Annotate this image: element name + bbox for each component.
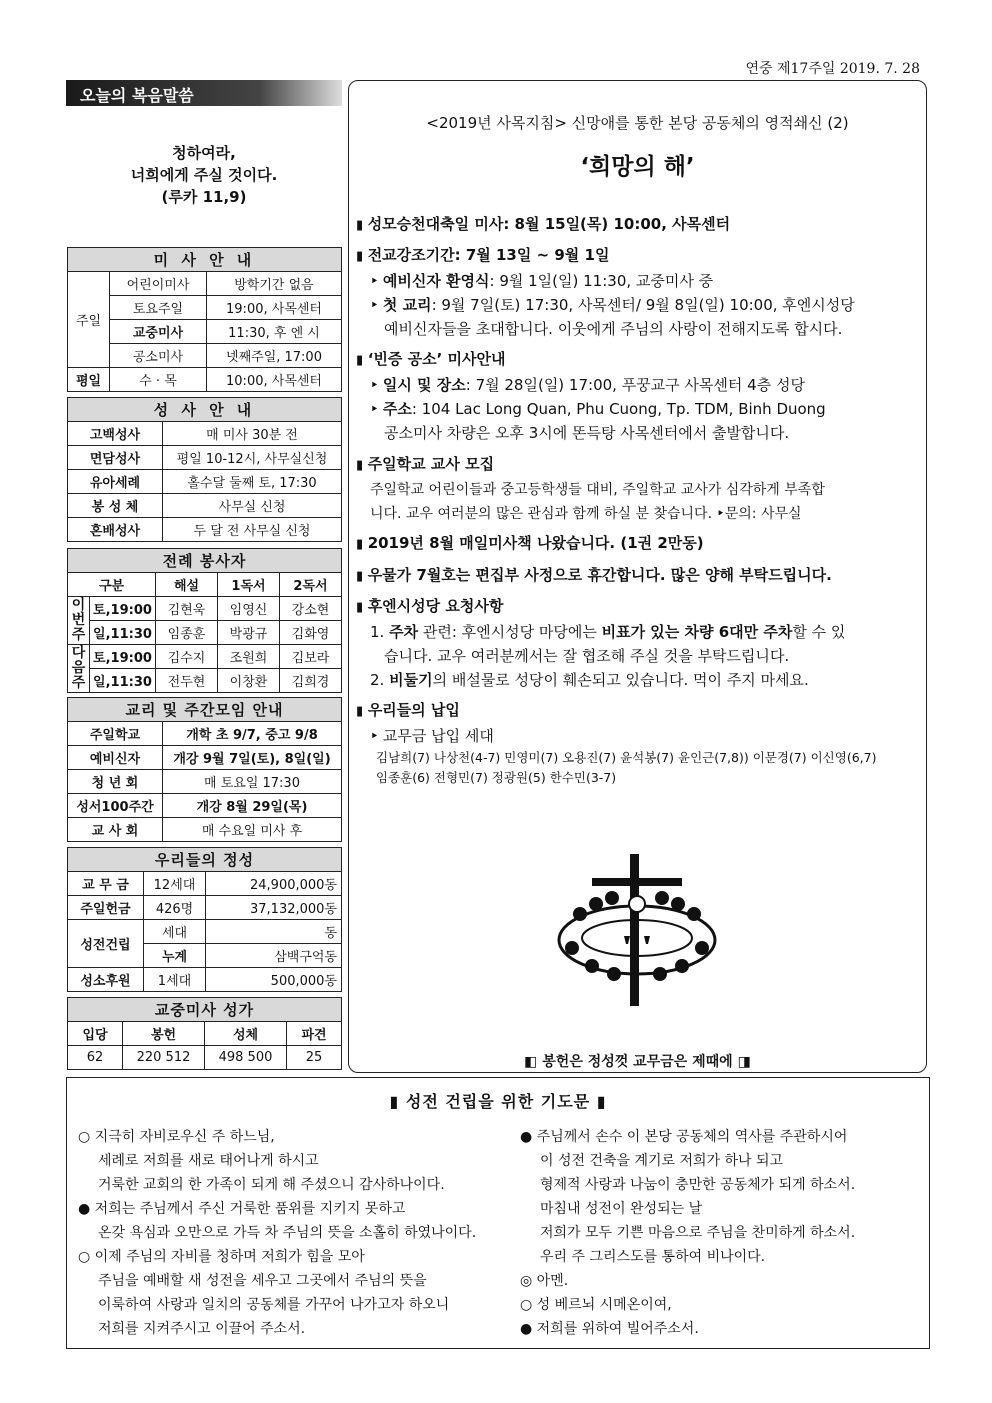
- mass-title: 미 사 안 내: [68, 248, 342, 272]
- notice-text: 공소미사 차량은 오후 3시에 똔득탕 사목센터에서 출발합니다.: [384, 424, 790, 442]
- prayer-line: 거룩한 교회의 한 가족이 되게 해 주셨으니 감사하나이다.: [98, 1177, 445, 1193]
- hymn-header: 파견: [287, 1022, 342, 1046]
- prayer-line: ● 저희를 위하여 빌어주소서.: [520, 1321, 699, 1337]
- liturgy-cell: 강소현: [280, 597, 342, 621]
- notice-missal: [356, 531, 926, 557]
- notice-text: : 9월 7일(토) 17:30, 사목센터/ 9월 8일(일) 10:00, 후엔시성당: [431, 296, 855, 314]
- notice-heading: ▮ 우리들의 납입: [356, 698, 926, 724]
- liturgy-cell: 조원희: [218, 645, 280, 669]
- catechism-value: 개강 9월 7일(토), 8일(일): [163, 746, 342, 770]
- liturgy-header: 2독서: [280, 573, 342, 597]
- notice-heading: ▮ 전교강조기간: 7월 13일 ~ 9월 1일: [356, 243, 926, 269]
- liturgy-title: 전례 봉사자: [68, 549, 342, 573]
- notice-text: : 104 Lac Long Quan, Phu Cuong, Tp. TDM, Binh Duong: [411, 400, 826, 418]
- liturgy-cell: 임종훈: [156, 621, 218, 645]
- mass-time: 방학기간 없음: [207, 272, 342, 296]
- sacrament-name: 유아세례: [68, 470, 163, 494]
- catechism-name: 주일학교: [68, 722, 163, 746]
- offering-count: 12세대: [144, 872, 206, 896]
- catechism-value: 개학 초 9/7, 중고 9/8: [163, 722, 342, 746]
- notice-label: ‣ 교무금 납입 세대: [356, 724, 926, 748]
- prayer-line: 이 성전 건축을 계기로 저희가 하나 되고: [540, 1153, 784, 1169]
- sacrament-value: 사무실 신청: [163, 494, 342, 518]
- offering-name: 성소후원: [68, 968, 144, 992]
- liturgy-time: 일,11:30: [90, 621, 156, 645]
- notice-binhduong: [356, 347, 926, 445]
- offering-title: 우리들의 정성: [68, 848, 342, 872]
- liturgy-time: 토,19:00: [90, 645, 156, 669]
- sacrament-name: 면담성사: [68, 446, 163, 470]
- sacrament-value: 매 미사 30분 전: [163, 422, 342, 446]
- liturgy-header: 해설: [156, 573, 218, 597]
- sacraments-title: 성 사 안 내: [68, 398, 342, 422]
- notice-text: 의 배설물로 성당이 훼손되고 있습니다. 먹이 주지 마세요.: [432, 671, 809, 689]
- notice-text: 1.: [370, 623, 390, 641]
- mass-name: 어린이미사: [110, 272, 207, 296]
- mass-time: 10:00, 사목센터: [207, 368, 342, 392]
- notice-footer: ◧ 봉헌은 정성껏 교무금은 제때에 ◨: [524, 1054, 751, 1070]
- gospel-header: 오늘의 복음말씀: [66, 80, 342, 106]
- prayer-line: 주님을 예배할 새 성전을 세우고 그곳에서 주님의 뜻을: [98, 1273, 427, 1289]
- liturgy-cell: 전두현: [156, 669, 218, 693]
- issue-date: 연중 제17주일 2019. 7. 28: [745, 61, 920, 77]
- offering-table: [67, 847, 342, 992]
- offering-count: 세대: [144, 920, 206, 944]
- offering-count: 누계: [144, 944, 206, 968]
- sacrament-value: 홀수달 둘째 토, 17:30: [163, 470, 342, 494]
- next-week-label: 다음주: [68, 645, 90, 693]
- sacrament-name: 혼배성사: [68, 518, 163, 542]
- offering-count: 426명: [144, 896, 206, 920]
- notice-evangelization: [356, 243, 926, 341]
- notice-text: 니다. 교우 여러분의 많은 관심과 함께 하실 분 찾습니다. ‣문의: 사무실: [370, 506, 802, 522]
- notice-text: : 9월 1일(일) 11:30, 교중미사 중: [489, 272, 714, 290]
- notice-assumption: [356, 212, 926, 238]
- prayer-line: ○ 성 베르뇌 시메온이여,: [520, 1297, 672, 1313]
- notice-text: : 7월 28일(일) 17:00, 푸꿍교구 사목센터 4층 성당: [465, 376, 805, 394]
- prayer-line: ● 주님께서 손수 이 본당 공동체의 역사를 주관하시어: [520, 1129, 848, 1145]
- offering-amount: 삼백구억동: [206, 944, 342, 968]
- hymn-header: 입당: [68, 1022, 123, 1046]
- notice-text: 관련: 후엔시성당 마당에는: [418, 623, 602, 641]
- notice-text: 예비신자들을 초대합니다. 이웃에게 주님의 사랑이 전해지도록 합시다.: [384, 320, 843, 338]
- notice-newsletter: [356, 563, 926, 589]
- notice-heading: ▮ 2019년 8월 매일미사책 나왔습니다. (1권 2만동): [356, 531, 926, 557]
- notice-label: 비둘기: [389, 671, 433, 689]
- notice-text: 할 수 있: [792, 623, 846, 641]
- offering-amount: 24,900,000동: [206, 872, 342, 896]
- liturgy-cell: 이창환: [218, 669, 280, 693]
- mass-name: 수 · 목: [110, 368, 207, 392]
- catechism-title: 교리 및 주간모임 안내: [68, 698, 342, 722]
- liturgy-table: [67, 548, 342, 693]
- notice-label: 주차: [389, 623, 419, 641]
- notice-heading: ▮ 성모승천대축일 미사: 8월 15일(목) 10:00, 사목센터: [356, 212, 926, 238]
- hymn-header: 성체: [205, 1022, 287, 1046]
- notice-heading: ▮ 우물가 7월호는 편집부 사정으로 휴간합니다. 많은 양해 부탁드립니다.: [356, 563, 926, 589]
- prayer-line: ● 저희는 주님께서 주신 거룩한 품위를 지키지 못하고: [78, 1201, 406, 1217]
- liturgy-header: 1독서: [218, 573, 280, 597]
- catechism-value: 매 수요일 미사 후: [163, 818, 342, 842]
- notice-label: 첫 교리: [382, 296, 432, 314]
- notice-text: 습니다. 교우 여러분께서는 잘 협조해 주실 것을 부탁드립니다.: [384, 647, 790, 665]
- offering-name: 주일헌금: [68, 896, 144, 920]
- gospel-line: (루카 11,9): [161, 188, 247, 206]
- notice-payments: [356, 698, 926, 788]
- liturgy-time: 일,11:30: [90, 669, 156, 693]
- hymn-number: 25: [287, 1046, 342, 1070]
- notice-text: 2.: [370, 671, 390, 689]
- mass-name: 토요주일: [110, 296, 207, 320]
- mass-name: 교중미사: [110, 320, 207, 344]
- offering-name: 교 무 금: [68, 872, 144, 896]
- catechism-value: 매 토요일 17:30: [163, 770, 342, 794]
- sacrament-value: 두 달 전 사무실 신청: [163, 518, 342, 542]
- last-supper-illustration: [552, 852, 722, 1012]
- catechism-table: [67, 697, 342, 842]
- notice-heading: ▮ ‘빈증 공소’ 미사안내: [356, 347, 926, 373]
- prayer-line: 저희가 모두 기쁜 마음으로 주님을 찬미하게 하소서.: [540, 1225, 856, 1241]
- prayer-line: ○ 지극히 자비로우신 주 하느님,: [78, 1129, 275, 1145]
- offering-name: 성전건립: [68, 920, 144, 968]
- notice-subtitle: <2019년 사목지침> 신망애를 통한 본당 공동체의 영적쇄신 (2): [426, 114, 849, 132]
- catechism-name: 교 사 회: [68, 818, 163, 842]
- offering-count: 1세대: [144, 968, 206, 992]
- notice-requests: [356, 594, 926, 692]
- notice-text: 임종훈(6) 전형민(7) 정광원(5) 한수민(3-7): [376, 770, 617, 785]
- hymn-header: 봉헌: [123, 1022, 205, 1046]
- prayer-line: 온갖 욕심과 오만으로 가득 차 주님의 뜻을 소홀히 하였나이다.: [98, 1225, 477, 1241]
- offering-amount: 500,000동: [206, 968, 342, 992]
- notice-label: 비표가 있는 차량 6대만 주차: [601, 623, 793, 641]
- prayer-line: 형제적 사랑과 나눔이 충만한 공동체가 되게 하소서.: [540, 1177, 856, 1193]
- sacrament-name: 고백성사: [68, 422, 163, 446]
- prayer-title: ▮ 성전 건립을 위한 기도문 ▮: [389, 1092, 607, 1111]
- prayer-line: ◎ 아멘.: [520, 1273, 569, 1289]
- this-week-label: 이번주: [68, 597, 90, 645]
- catechism-value: 개강 8월 29일(목): [163, 794, 342, 818]
- prayer-line: 세례로 저희를 새로 태어나게 하시고: [98, 1153, 319, 1169]
- liturgy-cell: 김희경: [280, 669, 342, 693]
- hymn-number: 498 500: [205, 1046, 287, 1070]
- catechism-name: 성서100주간: [68, 794, 163, 818]
- prayer-line: 마침내 성전이 완성되는 날: [540, 1201, 703, 1217]
- liturgy-time: 토,19:00: [90, 597, 156, 621]
- hymns-table: [67, 997, 342, 1070]
- mass-time: 11:30, 후 엔 시: [207, 320, 342, 344]
- notice-title: ‘희망의 해’: [580, 154, 695, 180]
- liturgy-cell: 김화영: [280, 621, 342, 645]
- notice-heading: ▮ 주일학교 교사 모집: [356, 452, 926, 478]
- liturgy-header: 구분: [68, 573, 156, 597]
- mass-name: 공소미사: [110, 344, 207, 368]
- hymn-number: 62: [68, 1046, 123, 1070]
- notice-label: 예비신자 환영식: [382, 272, 490, 290]
- prayer-line: 이룩하여 사랑과 일치의 공동체를 가꾸어 나가고자 하오니: [98, 1297, 450, 1313]
- offering-amount: 동: [206, 920, 342, 944]
- liturgy-cell: 김보라: [280, 645, 342, 669]
- sacrament-name: 봉 성 체: [68, 494, 163, 518]
- mass-time: 넷째주일, 17:00: [207, 344, 342, 368]
- liturgy-cell: 박광규: [218, 621, 280, 645]
- prayer-right-column: [520, 1125, 920, 1341]
- sacrament-value: 평일 10-12시, 사무실신청: [163, 446, 342, 470]
- catechism-name: 예비신자: [68, 746, 163, 770]
- sacraments-table: [67, 397, 342, 542]
- gospel-line: 청하여라,: [172, 144, 236, 162]
- mass-time: 19:00, 사목센터: [207, 296, 342, 320]
- catechism-name: 청 년 회: [68, 770, 163, 794]
- gospel-line: 너희에게 주실 것이다.: [130, 166, 278, 184]
- liturgy-cell: 김현욱: [156, 597, 218, 621]
- gospel-text: [66, 142, 342, 208]
- sunday-label: 주일: [68, 272, 110, 368]
- liturgy-cell: 임영신: [218, 597, 280, 621]
- notice-teachers: [356, 452, 926, 526]
- prayer-line: 저희를 지켜주시고 이끌어 주소서.: [98, 1321, 306, 1337]
- offering-amount: 37,132,000동: [206, 896, 342, 920]
- hymn-number: 220 512: [123, 1046, 205, 1070]
- liturgy-cell: 김수지: [156, 645, 218, 669]
- notice-heading: ▮ 후엔시성당 요청사항: [356, 594, 926, 620]
- notice-text: 김남희(7) 나상천(4-7) 민영미(7) 오용진(7) 윤석봉(7) 윤인근(7,8)) 이문경(7) 이신영(6,7): [376, 750, 877, 765]
- prayer-line: ○ 이제 주님의 자비를 청하며 저희가 힘을 모아: [78, 1249, 365, 1265]
- mass-table: [67, 247, 342, 392]
- weekday-label: 평일: [68, 368, 110, 392]
- notice-label: 일시 및 장소: [382, 376, 466, 394]
- prayer-line: 우리 주 그리스도를 통하여 비나이다.: [540, 1249, 766, 1265]
- hymns-title: 교중미사 성가: [68, 998, 342, 1022]
- notice-text: 주일학교 어린이들과 중고등학생들 대비, 주일학교 교사가 심각하게 부족합: [370, 482, 825, 498]
- prayer-left-column: [78, 1125, 508, 1341]
- notice-label: 주소: [382, 400, 412, 418]
